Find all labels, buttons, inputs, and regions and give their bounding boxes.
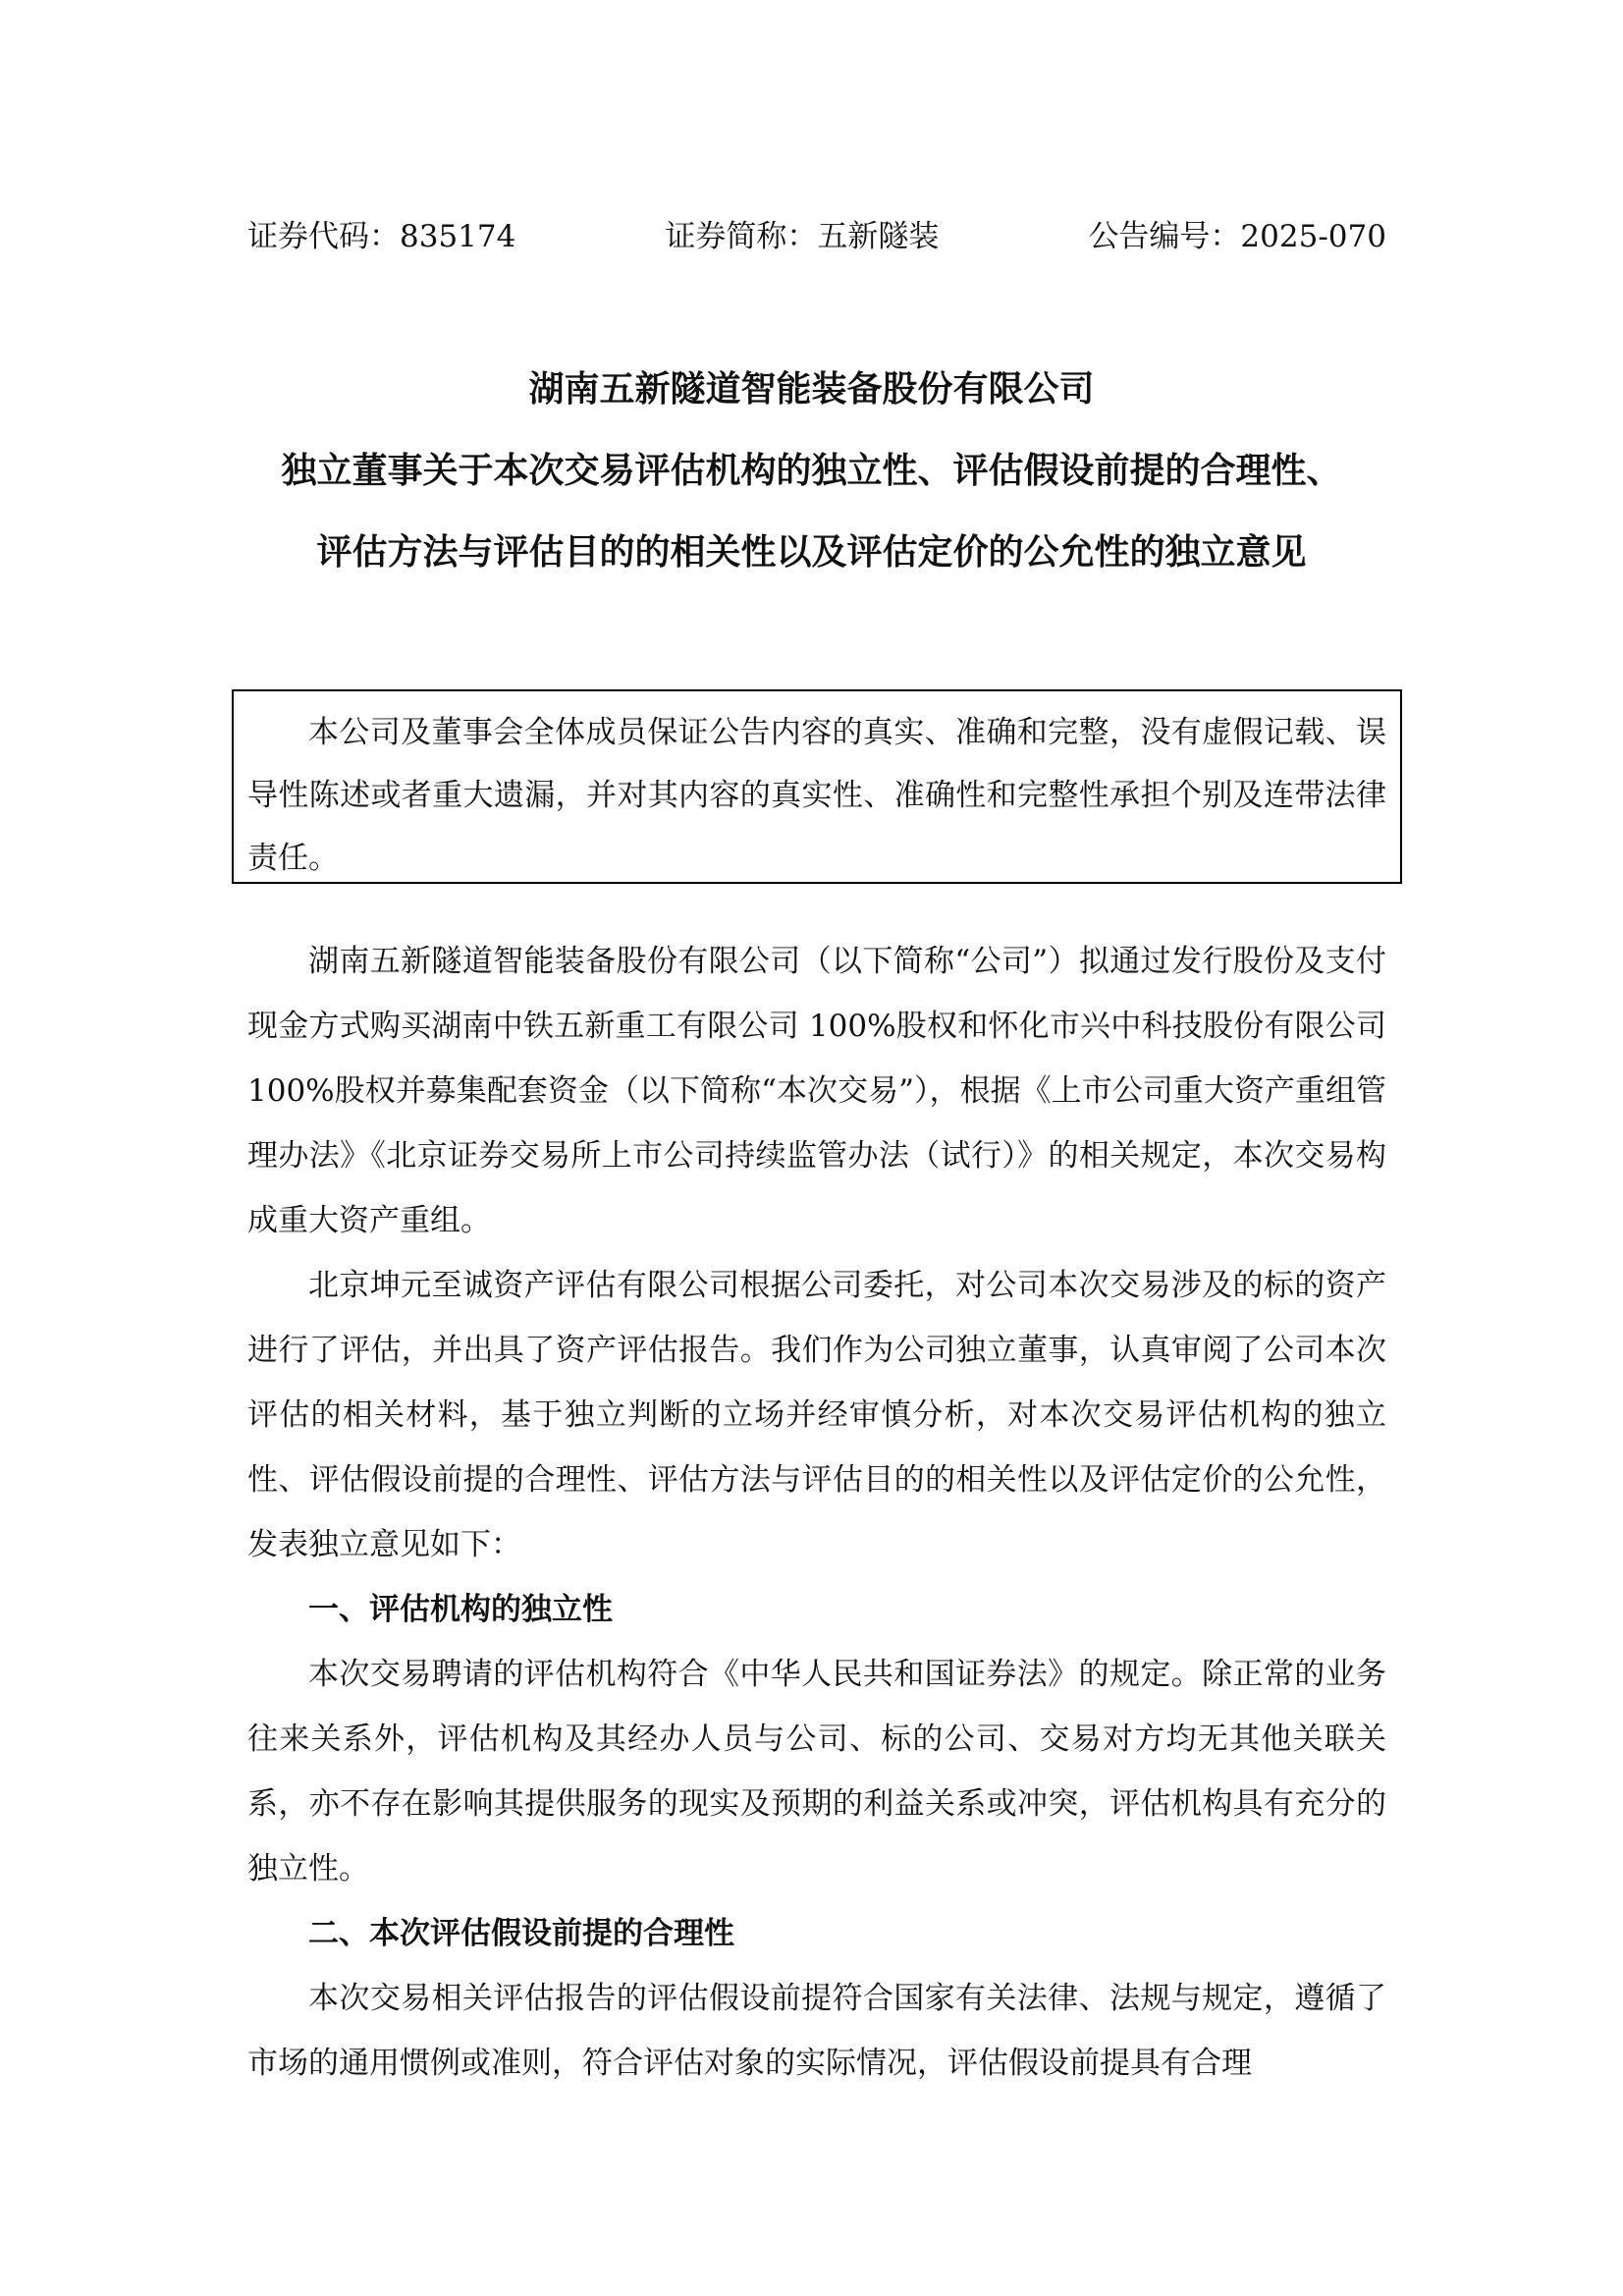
title-line-3: 评估方法与评估目的的相关性以及评估定价的公允性的独立意见: [316, 532, 1307, 573]
title-line-2: 独立董事关于本次交易评估机构的独立性、评估假设前提的合理性、: [281, 451, 1342, 491]
stock-code: 证券代码：835174: [247, 218, 516, 254]
announcement-number: 公告编号：2025-070: [1088, 218, 1386, 254]
disclaimer-box: [232, 689, 1402, 884]
paragraph-independence: 本次交易聘请的评估机构符合《中华人民共和国证券法》的规定。除正常的业务往来关系外，评估机构及其经办人员与公司、标的公司、交易对方均无其他关联关系，亦不存在影响其提供服务的现实及预期的利益关系或冲突，评估机构具有充分的独立性。: [247, 1657, 1386, 1886]
paragraph-opinion-intro: 北京坤元至诚资产评估有限公司根据公司委托，对公司本次交易涉及的标的资产进行了评估，并出具了资产评估报告。我们作为公司独立董事，认真审阅了公司本次评估的相关材料，基于独立判断的立场并经审慎分析，对本次交易评估机构的独立性、评估假设前提的合理性、评估方法与评估目的的相关性以及评估定价的公允性，发表独立意见如下：: [247, 1268, 1386, 1562]
paragraph-transaction-overview: 湖南五新隧道智能装备股份有限公司（以下简称“公司”）拟通过发行股份及支付现金方式购买湖南中铁五新重工有限公司 100%股权和怀化市兴中科技股份有限公司 100%股权并募集配套资金（以下简称“本次交易”），根据《上市公司重大资产重组管理办法》《北京证券交易所上市公司持续监管办法（试行）》的相关规定，本次交易构成重大资产重组。: [247, 944, 1386, 1238]
paragraph-assumptions: 本次交易相关评估报告的评估假设前提符合国家有关法律、法规与规定，遵循了市场的通用惯例或准则，符合评估对象的实际情况，评估假设前提具有合理: [247, 1981, 1386, 2081]
company-name-title: 湖南五新隧道智能装备股份有限公司: [528, 369, 1095, 410]
disclaimer-text: 本公司及董事会全体成员保证公告内容的真实、准确和完整，没有虚假记载、误导性陈述或者重大遗漏，并对其内容的真实性、准确性和完整性承担个别及连带法律责任。: [247, 715, 1386, 876]
section-heading-assumptions: 二、本次评估假设前提的合理性: [308, 1916, 734, 1951]
section-heading-independence: 一、评估机构的独立性: [308, 1592, 613, 1627]
document-body: [247, 929, 1386, 2096]
stock-abbreviation: 证券简称：五新隧装: [665, 218, 940, 254]
announcement-header: [247, 208, 1386, 257]
document-title: [196, 358, 1427, 603]
